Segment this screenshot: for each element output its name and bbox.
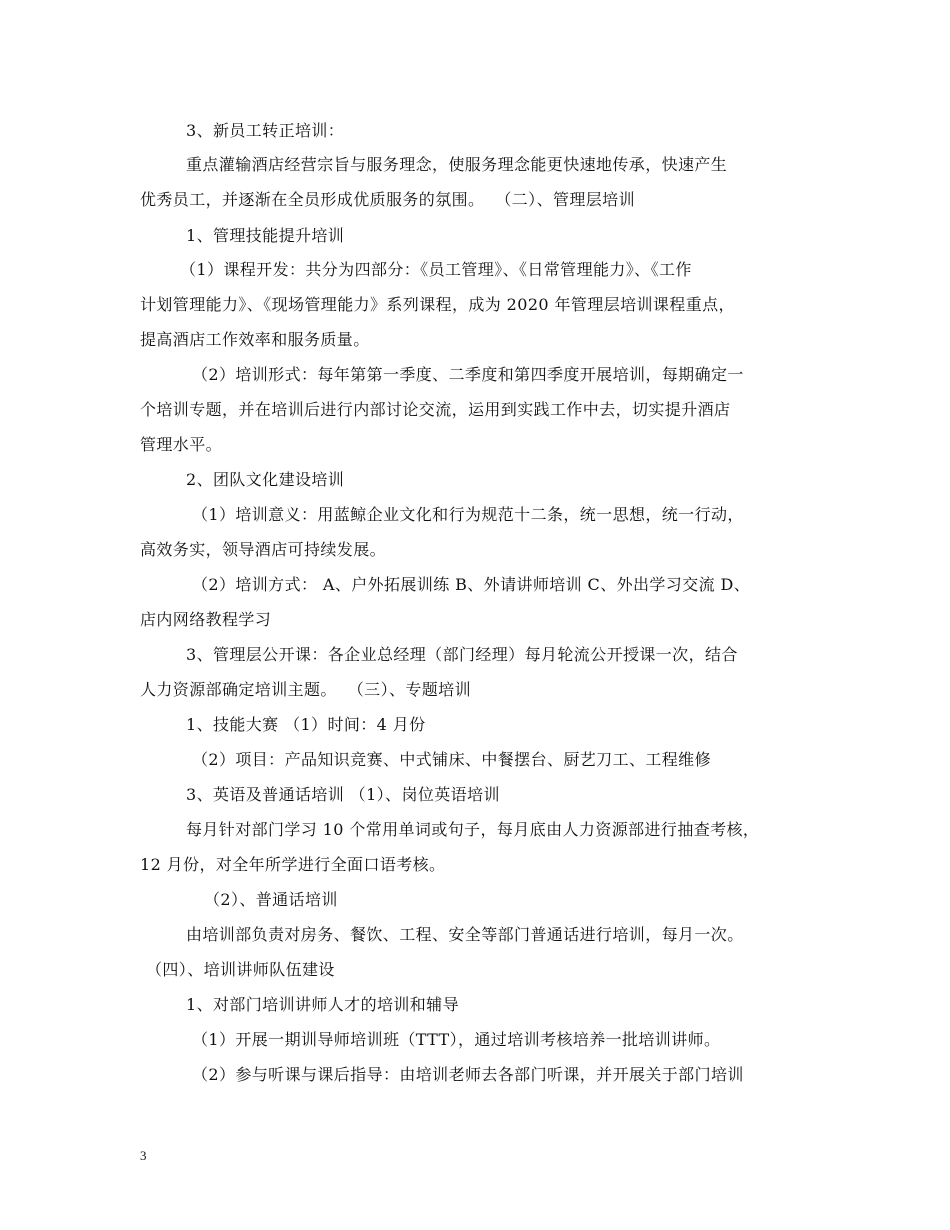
text-line: （2）、普通话培训 xyxy=(204,890,338,909)
text-line: （1）开展一期训导师培训班（TTT），通过培训考核培养一批培训讲师。 xyxy=(192,1030,721,1049)
text-line: （2）参与听课与课后指导：由培训老师去各部门听课，并开展关于部门培训 xyxy=(192,1065,744,1084)
text-line: （四）、培训讲师队伍建设 xyxy=(146,960,335,979)
text-line: 1、对部门培训讲师人才的培训和辅导 xyxy=(186,995,459,1014)
text-line: 提高酒店工作效率和服务质量。 xyxy=(140,330,370,349)
text-line: 店内网络教程学习 xyxy=(140,610,272,629)
text-line: 高效务实，领导酒店可持续发展。 xyxy=(140,540,387,559)
text-line: 计划管理能力》、《现场管理能力》系列课程，成为 2020 年管理层培训课程重点， xyxy=(140,295,735,314)
text-line: （2）培训方式： A、户外拓展训练 B、外请讲师培训 C、外出学习交流 D、 xyxy=(192,575,751,594)
text-line: 个培训专题，并在培训后进行内部讨论交流，运用到实践工作中去，切实提升酒店 xyxy=(140,400,731,419)
text-line: （1）课程开发：共分为四部分：《员工管理》、《日常管理能力》、《工作 xyxy=(180,260,692,279)
text-line: 重点灌输酒店经营宗旨与服务理念，使服务理念能更快速地传承，快速产生 xyxy=(186,155,728,174)
text-line: 优秀员工，并逐渐在全员形成优质服务的氛围。 （二）、管理层培训 xyxy=(140,190,635,209)
text-line: （2）项目：产品知识竞赛、中式铺床、中餐摆台、厨艺刀工、工程维修 xyxy=(192,750,711,769)
text-line: 管理水平。 xyxy=(140,435,223,454)
text-line: 1、技能大赛 （1）时间：4 月份 xyxy=(186,715,426,734)
text-line: 由培训部负责对房务、餐饮、工程、安全等部门普通话进行培训，每月一次。 xyxy=(186,925,744,944)
text-line: 3、新员工转正培训： xyxy=(186,121,345,140)
text-line: 2、团队文化建设培训 xyxy=(186,470,345,489)
text-line: （1）培训意义：用蓝鲸企业文化和行为规范十二条，统一思想，统一行动， xyxy=(192,505,744,524)
text-line: 1、管理技能提升培训 xyxy=(186,226,345,245)
text-line: （2）培训形式：每年第第一季度、二季度和第四季度开展培训，每期确定一 xyxy=(192,365,744,384)
text-line: 3、管理层公开课：各企业总经理（部门经理）每月轮流公开授课一次，结合 xyxy=(186,645,738,664)
page-number: 3 xyxy=(140,1148,147,1163)
text-line: 3、英语及普通话培训 （1）、岗位英语培训 xyxy=(186,785,500,804)
text-line: 人力资源部确定培训主题。 （三）、专题培训 xyxy=(140,680,471,699)
text-line: 12 月份，对全年所学进行全面口语考核。 xyxy=(140,855,446,874)
text-line: 每月针对部门学习 10 个常用单词或句子，每月底由人力资源部进行抽查考核， xyxy=(186,820,760,839)
